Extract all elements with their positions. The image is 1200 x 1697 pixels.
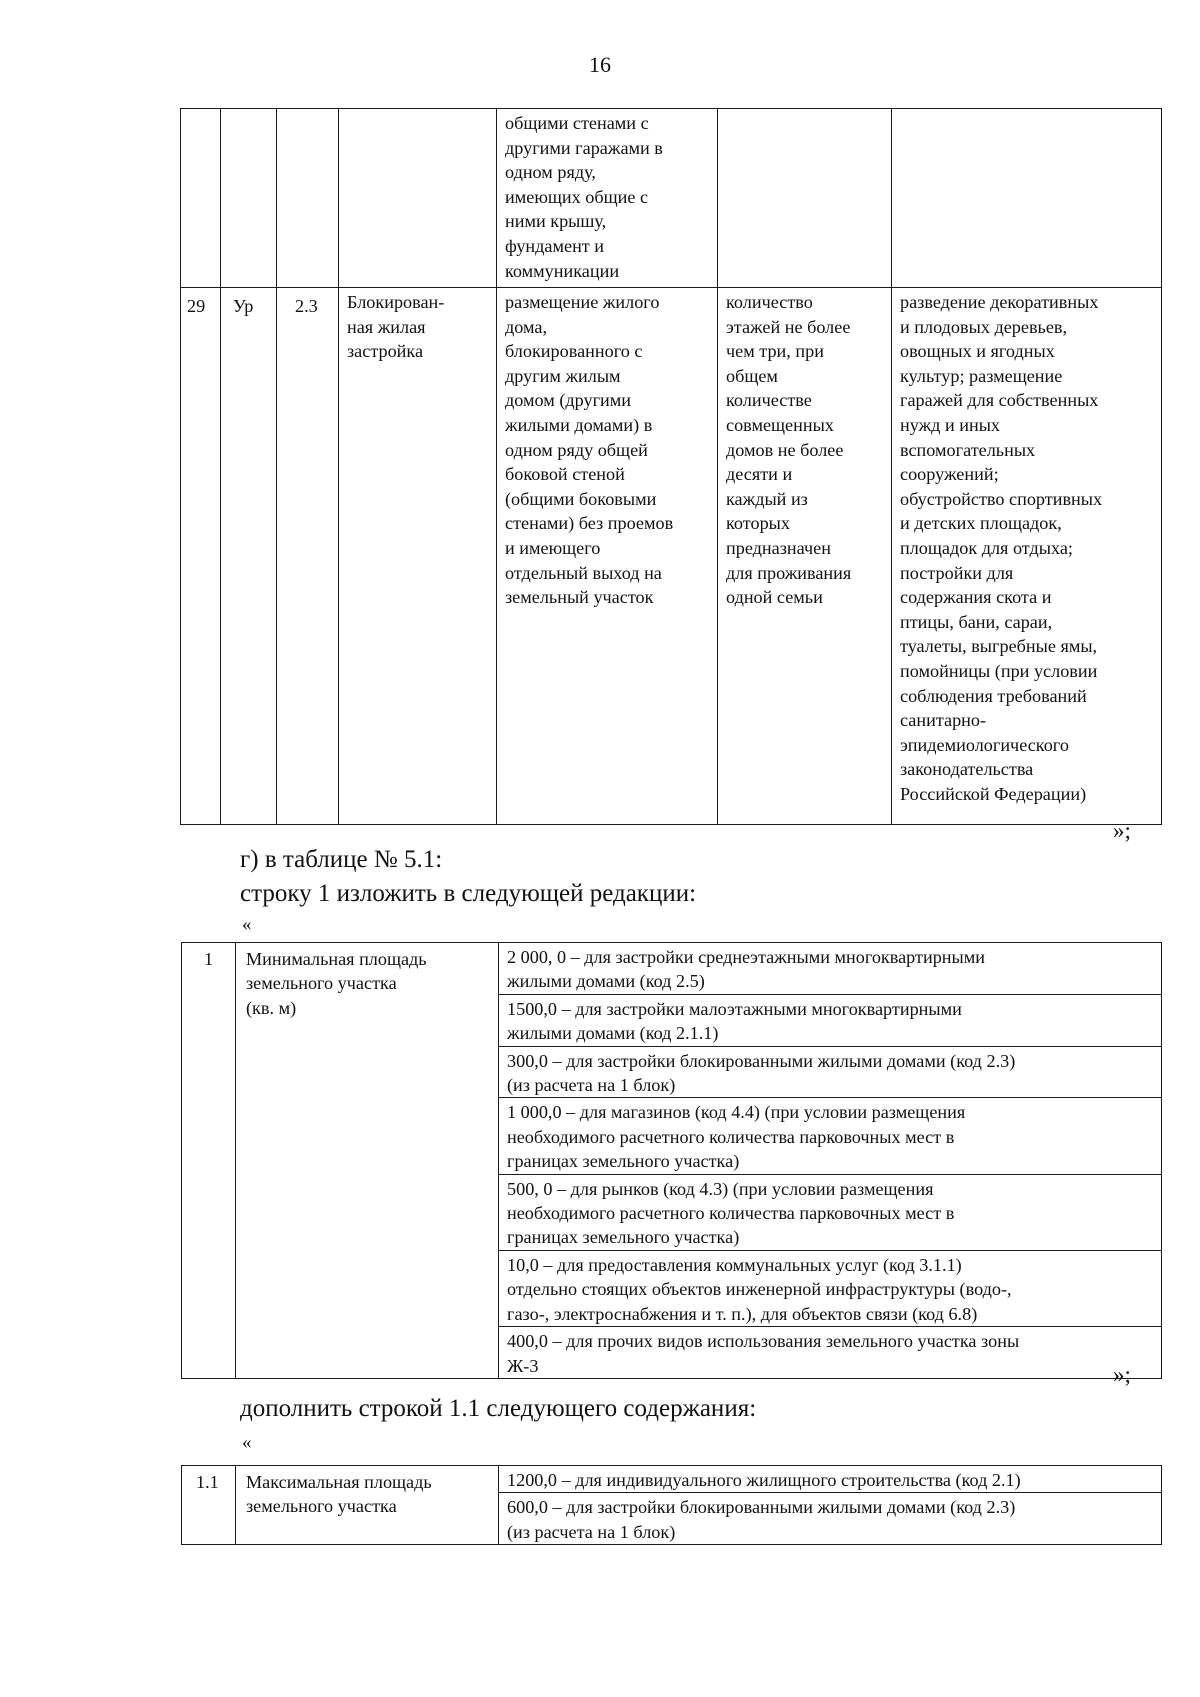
value-item <box>499 1046 1161 1098</box>
text-line: Ж-3 <box>507 1355 539 1376</box>
text-line: туалеты, выгребные ямы, <box>900 636 1098 657</box>
text-line: и плодовых деревьев, <box>900 316 1068 337</box>
row-number: 1 <box>182 943 236 1379</box>
text-line: обустройство спортивных <box>900 488 1103 509</box>
text-line: вспомогательных <box>900 439 1036 460</box>
text-line: предназначен <box>726 537 831 558</box>
text-line: гаражей для собственных <box>900 390 1099 411</box>
section-add-heading: дополнить строкой 1.1 следующего содержания: <box>240 1395 757 1422</box>
text-line: 2 000, 0 – для застройки среднеэтажными многоквартирными <box>507 947 986 967</box>
text-line: постройки для <box>900 562 1014 583</box>
text-line: жилыми домами (код 2.5) <box>507 971 705 992</box>
text-line: сооружений; <box>900 464 999 485</box>
value-row <box>499 943 1161 994</box>
text-line: размещение жилого <box>505 292 660 312</box>
text-line: (кв. м) <box>246 997 297 1018</box>
section-g-instruction: строку 1 изложить в следующей редакции: <box>240 880 697 907</box>
value-row <box>499 1327 1161 1378</box>
text-line: фундамент и <box>505 235 605 256</box>
text-line: количество <box>726 292 813 312</box>
values-cell <box>499 943 1162 1379</box>
text-line: газо-, электроснабжения и т. п.), для объектов связи (код 6.8) <box>507 1303 978 1324</box>
value-item <box>499 1174 1161 1250</box>
parameter-label <box>236 943 499 1379</box>
values-list <box>499 1466 1161 1544</box>
value-row <box>499 1098 1161 1174</box>
text-line: дома, <box>505 316 548 337</box>
text-line: другим жилым <box>505 365 621 386</box>
use-name <box>339 288 497 825</box>
text-line: 300,0 – для застройки блокированными жилыми домами (код 2.3) <box>507 1050 1016 1071</box>
text-line: помойницы (при условии <box>900 660 1098 681</box>
text-line: каждый из <box>726 488 808 509</box>
value-row <box>499 1466 1161 1493</box>
text-line: соблюдения требований <box>900 685 1087 706</box>
value-row <box>499 1174 1161 1250</box>
use-description <box>497 288 718 825</box>
value-item <box>499 1493 1161 1544</box>
text-line: границах земельного участка) <box>507 1151 740 1172</box>
table-row-29 <box>181 288 1162 825</box>
text-line: жилыми домами) в <box>505 414 653 435</box>
text-line: одном ряду, <box>505 162 596 183</box>
text-line: Российской Федерации) <box>900 783 1087 804</box>
closing-quote-1: »; <box>1113 818 1131 843</box>
text-line: птицы, бани, сараи, <box>900 611 1053 632</box>
text-line: овощных и ягодных <box>900 341 1055 362</box>
page-number: 16 <box>589 52 611 77</box>
continuation-description <box>497 109 718 288</box>
text-line: 10,0 – для предоставления коммунальных услуг (код 3.1.1) <box>507 1254 962 1275</box>
text-line: жилыми домами (код 2.1.1) <box>507 1023 719 1044</box>
closing-quote-2: »; <box>1113 1362 1131 1387</box>
text-line: стенами) без проемов <box>505 513 674 534</box>
text-line: отдельный выход на <box>505 562 662 583</box>
text-line: домом (другими <box>505 390 632 411</box>
value-row <box>499 1493 1161 1544</box>
text-line: Блокирован- <box>347 292 445 312</box>
text-line: отдельно стоящих объектов инженерной инфраструктуры (водо-, <box>507 1279 1012 1300</box>
table-row-continuation <box>181 109 1162 288</box>
text-line: земельного участка <box>246 973 397 994</box>
text-line: санитарно- <box>900 710 987 731</box>
text-line: застройка <box>347 341 424 362</box>
text-line: нужд и иных <box>900 414 1001 435</box>
values-list <box>499 943 1161 1378</box>
text-line: домов не более <box>726 439 844 460</box>
text-line: 1200,0 – для индивидуального жилищного строительства (код 2.1) <box>507 1470 1021 1490</box>
text-line: и детских площадок, <box>900 513 1062 534</box>
text-line: имеющих общие с <box>505 186 649 207</box>
open-quote-2: « <box>242 1432 252 1453</box>
text-line: коммуникации <box>505 260 620 281</box>
text-line: 400,0 – для прочих видов использования земельного участка зоны <box>507 1331 1020 1352</box>
value-row <box>499 994 1161 1046</box>
text-line: другими гаражами в <box>505 137 663 158</box>
text-line: законодательства <box>900 759 1034 780</box>
value-item <box>499 1327 1161 1378</box>
text-line: 500, 0 – для рынков (код 4.3) (при условии размещения <box>507 1178 934 1199</box>
text-line: этажей не более <box>726 316 851 337</box>
text-line: (из расчета на 1 блок) <box>507 1075 676 1096</box>
values-cell <box>499 1466 1162 1545</box>
value-row <box>499 1046 1161 1098</box>
text-line: земельный участок <box>505 587 654 608</box>
text-line: 600,0 – для застройки блокированными жилыми домами (код 2.3) <box>507 1497 1016 1518</box>
text-line: 1 000,0 – для магазинов (код 4.4) (при условии размещения <box>507 1102 966 1123</box>
value-item <box>499 1466 1161 1493</box>
value-item <box>499 1250 1161 1326</box>
text-line: чем три, при <box>726 341 824 362</box>
text-line: количестве <box>726 390 812 411</box>
text-line: Минимальная площадь <box>246 949 427 969</box>
text-line: и имеющего <box>505 537 601 558</box>
text-line: общими стенами с <box>505 113 649 133</box>
open-quote-1: « <box>242 914 252 935</box>
text-line: содержания скота и <box>900 587 1052 608</box>
text-line: одной семьи <box>726 587 823 608</box>
text-line: десяти и <box>726 464 793 485</box>
row-number: 1.1 <box>182 1466 236 1545</box>
value-row <box>499 1250 1161 1326</box>
text-line: площадок для отдыха; <box>900 537 1073 558</box>
parameter-label <box>236 1466 499 1545</box>
zone-table <box>180 108 1162 825</box>
text-line: разведение декоративных <box>900 292 1099 312</box>
section-g-heading: г) в таблице № 5.1: <box>240 846 443 873</box>
table-5-1-row-1-1 <box>181 1465 1162 1545</box>
text-line: для проживания <box>726 562 852 583</box>
text-line: необходимого расчетного количества парковочных мест в <box>507 1203 955 1224</box>
text-line: Максимальная площадь <box>246 1472 432 1492</box>
text-line: эпидемиологического <box>900 734 1069 755</box>
text-line: одном ряду общей <box>505 439 648 460</box>
text-line: боковой стеной <box>505 464 625 485</box>
text-line: общем <box>726 365 778 386</box>
text-line: культур; размещение <box>900 365 1063 386</box>
value-item <box>499 943 1161 994</box>
text-line: необходимого расчетного количества парковочных мест в <box>507 1126 955 1147</box>
text-line: (общими боковыми <box>505 488 657 509</box>
auxiliary-uses <box>892 288 1162 825</box>
text-line: совмещенных <box>726 414 834 435</box>
text-line: (из расчета на 1 блок) <box>507 1521 676 1542</box>
use-code: 2.3 <box>277 288 339 825</box>
value-item <box>499 994 1161 1046</box>
text-line: земельного участка <box>246 1496 397 1517</box>
row-number: 29 <box>181 288 221 825</box>
zone-code: Ур <box>221 288 277 825</box>
text-line: блокированного с <box>505 341 643 362</box>
table-5-1-row-1 <box>181 942 1162 1379</box>
text-line: ная жилая <box>347 316 426 337</box>
value-item <box>499 1098 1161 1174</box>
use-parameters <box>718 288 892 825</box>
text-line: которых <box>726 513 790 534</box>
text-line: 1500,0 – для застройки малоэтажными многоквартирными <box>507 998 962 1019</box>
text-line: границах земельного участка) <box>507 1227 740 1248</box>
text-line: ними крышу, <box>505 211 607 232</box>
